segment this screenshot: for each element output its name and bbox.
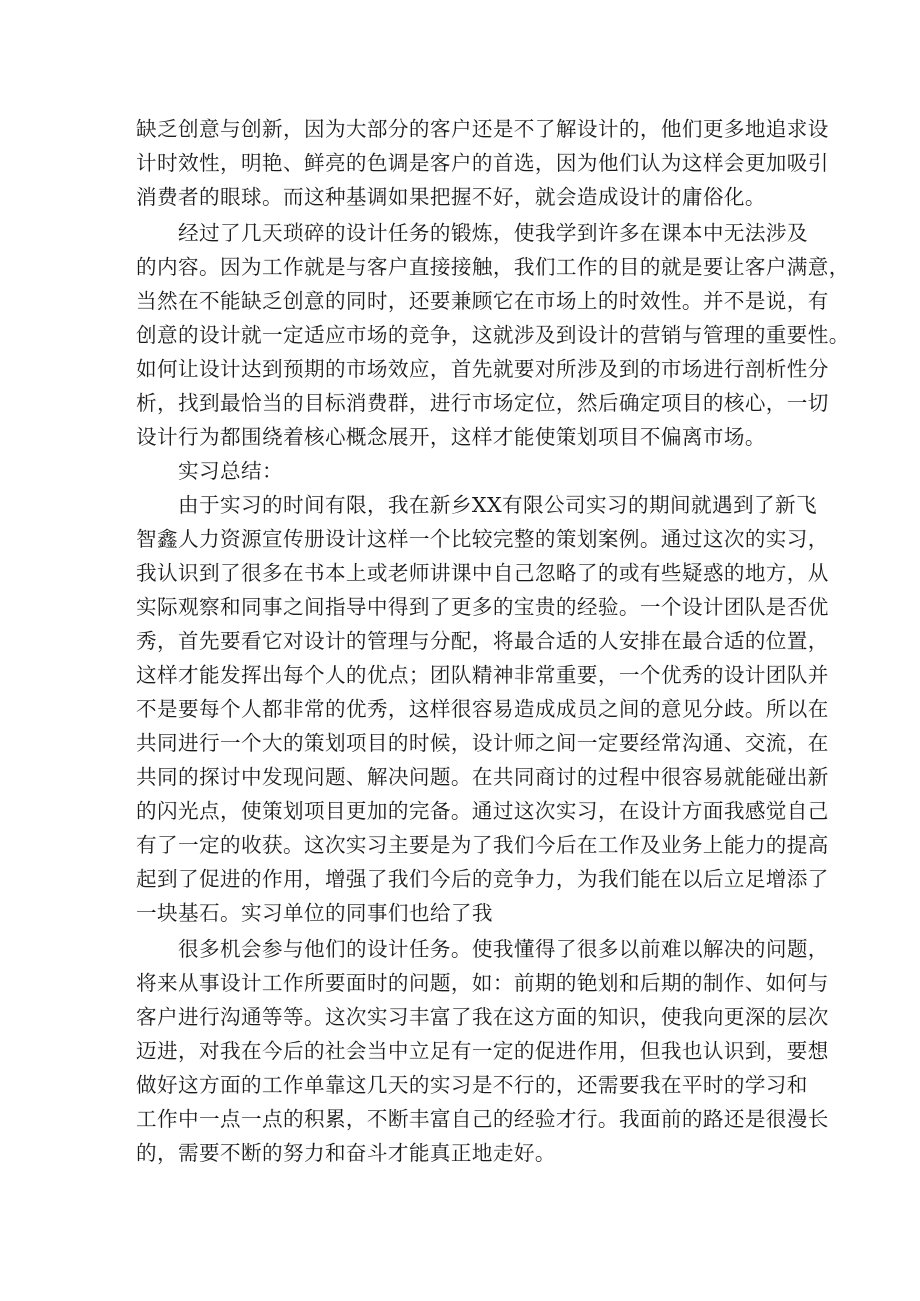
text-line-6: 当然在不能缺乏创意的同时，还要兼顾它在市场上的时效性。并不是说，有 [136,289,829,313]
section-heading: 实习总结： [178,459,283,483]
text-line-9: 析，找到最恰当的目标消费群，进行市场定位，然后确定项目的核心，一切 [136,391,829,415]
text-line-24: 一块基石。实习单位的同事们也给了我 [136,901,493,925]
text-line-23: 起到了促进的作用，增强了我们今后的竞争力，为我们能在以后立足增添了 [136,867,829,891]
text-line-5: 的内容。因为工作就是与客户直接接触，我们工作的目的就是要让客户满意， [136,255,850,279]
text-line-31: 的，需要不断的努力和奋斗才能真正地走好。 [136,1141,556,1165]
text-line-15: 实际观察和同事之间指导中得到了更多的宝贵的经验。一个设计团队是否优 [136,595,829,619]
text-line-27: 客户进行沟通等等。这次实习丰富了我在这方面的知识，使我向更深的层次 [136,1005,829,1029]
text-line-2: 计时效性，明艳、鲜亮的色调是客户的首选，因为他们认为这样会更加吸引 [136,151,829,175]
text-line-12: 由于实习的时间有限，我在新乡XX有限公司实习的期间就遇到了新飞 [178,493,817,517]
text-line-20: 共同的探讨中发现问题、解决问题。在共同商讨的过程中很容易就能碰出新 [136,765,829,789]
text-line-22: 有了一定的收获。这次实习主要是为了我们今后在工作及业务上能力的提高 [136,833,829,857]
text-line-21: 的闪光点，使策划项目更加的完备。通过这次实习，在设计方面我感觉自己 [136,799,829,823]
text-line-18: 不是要每个人都非常的优秀，这样很容易造成成员之间的意见分歧。所以在 [136,697,829,721]
text-line-14: 我认识到了很多在书本上或老师讲课中自己忽略了的或有些疑惑的地方，从 [136,561,829,585]
text-line-1: 缺乏创意与创新，因为大部分的客户还是不了解设计的，他们更多地追求设 [136,117,829,141]
text-line-4: 经过了几天琐碎的设计任务的锻炼，使我学到许多在课本中无法涉及 [178,221,808,245]
text-line-17: 这样才能发挥出每个人的优点；团队精神非常重要，一个优秀的设计团队并 [136,663,829,687]
text-line-19: 共同进行一个大的策划项目的时候，设计师之间一定要经常沟通、交流，在 [136,731,829,755]
text-line-8: 如何让设计达到预期的市场效应，首先就要对所涉及到的市场进行剖析性分 [136,357,829,381]
text-line-3: 消费者的眼球。而这种基调如果把握不好，就会造成设计的庸俗化。 [136,185,766,209]
text-line-13: 智鑫人力资源宣传册设计这样一个比较完整的策划案例。通过这次的实习， [136,527,829,551]
text-line-28: 迈进，对我在今后的社会当中立足有一定的促进作用，但我也认识到，要想 [136,1039,829,1063]
text-line-26: 将来从事设计工作所要面时的问题，如：前期的铯划和后期的制作、如何与 [136,971,829,995]
text-line-16: 秀，首先要看它对设计的管理与分配，将最合适的人安排在最合适的位置， [136,629,829,653]
text-line-10: 设计行为都围绕着核心概念展开，这样才能使策划项目不偏离市场。 [136,425,766,449]
text-line-7: 创意的设计就一定适应市场的竞争，这就涉及到设计的营销与管理的重要性。 [136,323,850,347]
text-line-29: 做好这方面的工作单靠这几天的实习是不行的，还需要我在平时的学习和 [136,1073,808,1097]
text-line-25: 很多机会参与他们的设计任务。使我懂得了很多以前难以解决的问题， [178,937,829,961]
text-line-30: 工作中一点一点的积累，不断丰富自己的经验才行。我面前的路还是很漫长 [136,1107,829,1131]
